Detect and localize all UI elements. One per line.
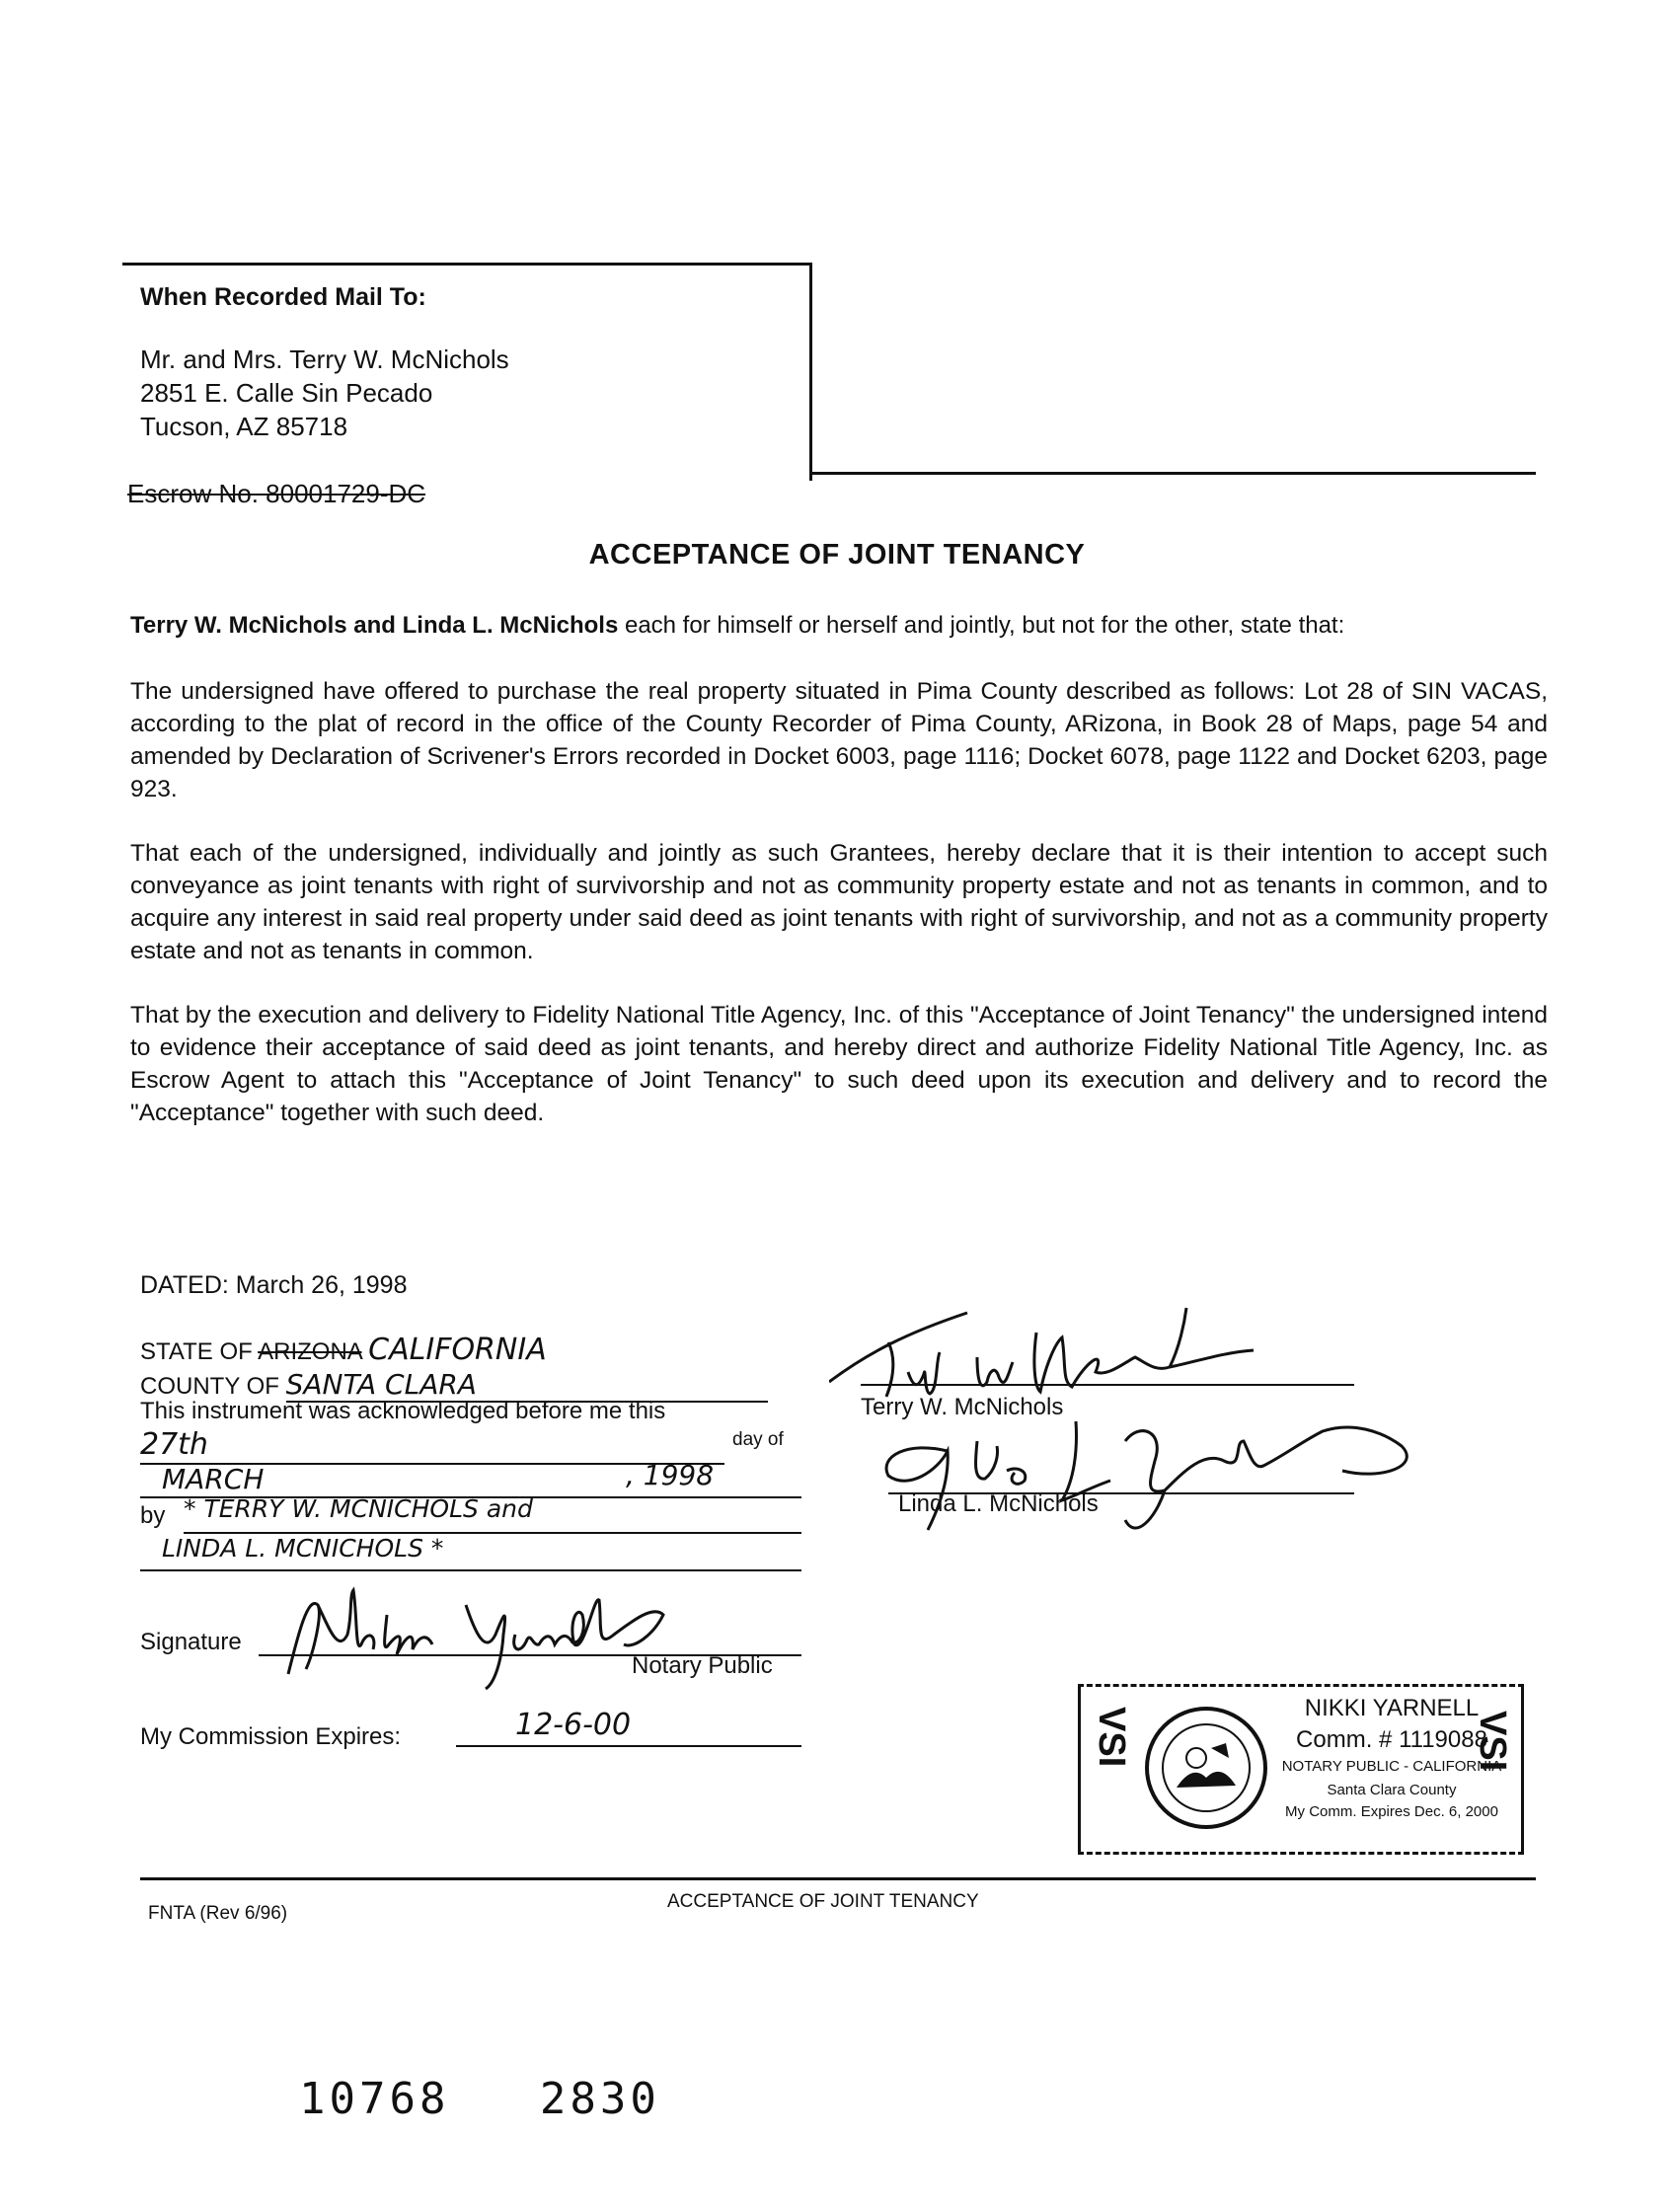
property-description-paragraph: The undersigned have offered to purchase the real property situated in Pima County described as follows: Lot 28 of SIN VACAS, according to the plat of record in the office of the County Recorder of Pima County, ARizona, in Book 28 of Maps, page 54 and amended by Declaration of Scrivener's Errors recorded in Docket 6003, page 1116; Docket 6078, page 1122 and Docket 6203, page 923. [130,678,1548,802]
footer-rule [140,1877,1536,1880]
seal-county: Santa Clara County [1327,1782,1457,1798]
intention-paragraph: That each of the undersigned, individually and jointly as such Grantees, hereby declare that it is their intention to accept such conveyance as joint tenants with right of survivorship and not as community property estate and not as tenants in common, and to acquire any interest in said real property under said deed as joint tenants with right of survivorship, and not as a community property estate and not as tenants in common. [130,840,1548,964]
dated-line: DATED: March 26, 1998 [140,1271,408,1299]
year-handwritten: , 1998 [626,1459,715,1491]
document-title: ACCEPTANCE OF JOINT TENANCY [588,539,1086,571]
notary-seal-stamp [1078,1684,1524,1855]
mail-to-box [122,263,812,481]
authorization-paragraph: That by the execution and delivery to Fidelity National Title Agency, Inc. of this "Acceptance of Joint Tenancy" the undersigned intend to evidence their acceptance of said deed as joint tenants, and hereby direct and authorize Fidelity National Title Agency, Inc. as Escrow Agent to attach this "Acceptance of Joint Tenancy" to such deed upon its execution and delivery and to record the "Acceptance" together with such deed. [130,1002,1548,1126]
state-seal-icon [1142,1699,1270,1837]
notary-signature [259,1575,693,1694]
seal-commission-number: Comm. # 1119088 [1296,1726,1487,1753]
state-line [140,1333,547,1367]
mail-to-line: Tucson, AZ 85718 [140,412,348,441]
escrow-number: Escrow No. 80001729-DC [127,479,426,508]
by-handwritten-2: LINDA L. MCNICHOLS * [140,1534,801,1571]
seal-notary-name: NIKKI YARNELL [1304,1695,1480,1721]
signer-linda: Linda L. McNichols [898,1490,1099,1517]
linda-signature [869,1402,1441,1560]
recording-number: 10768 2830 [299,2074,660,2124]
seal-side-mark-right: VSI [1472,1711,1513,1772]
seal-expiration: My Comm. Expires Dec. 6, 2000 [1285,1803,1498,1820]
terry-signature [829,1303,1273,1402]
day-of-label: day of [732,1429,784,1450]
signer-terry: Terry W. McNichols [861,1394,1064,1420]
commission-label: My Commission Expires: [140,1723,402,1750]
terry-signature-line [861,1384,1354,1386]
footer-form-number: FNTA (Rev 6/96) [148,1903,288,1924]
acknowledgment-text: This instrument was acknowledged before me this [140,1398,666,1424]
state-struck: ARIZONA [258,1338,362,1365]
header-rule [809,472,1536,475]
county-handwritten: SANTA CLARA [286,1368,768,1403]
month-year-line [140,1459,801,1498]
signature-label: Signature [140,1629,242,1655]
intro-rest: each for himself or herself and jointly, but not for the other, state that: [624,612,1345,639]
mail-to-line: Mr. and Mrs. Terry W. McNichols [140,344,509,374]
seal-side-mark-left: VSI [1091,1707,1132,1768]
day-handwritten: 27th [140,1427,724,1465]
commission-handwritten: 12-6-00 [456,1708,801,1747]
state-handwritten: CALIFORNIA [368,1333,547,1367]
month-handwritten: MARCH [162,1463,265,1495]
seal-title: NOTARY PUBLIC - CALIFORNIA [1281,1758,1502,1775]
by-label: by [140,1502,166,1529]
grantee-names: Terry W. McNichols and Linda L. McNichols [130,612,619,639]
state-label: STATE OF [140,1338,253,1365]
mail-to-heading: When Recorded Mail To: [140,283,426,311]
intro-statement [130,612,1542,640]
mail-to-line: 2851 E. Calle Sin Pecado [140,378,433,408]
by-handwritten-1: * TERRY W. MCNICHOLS and [184,1494,801,1534]
footer-title: ACCEPTANCE OF JOINT TENANCY [667,1891,979,1912]
notary-public-label: Notary Public [632,1652,773,1679]
county-label: COUNTY OF [140,1373,279,1400]
